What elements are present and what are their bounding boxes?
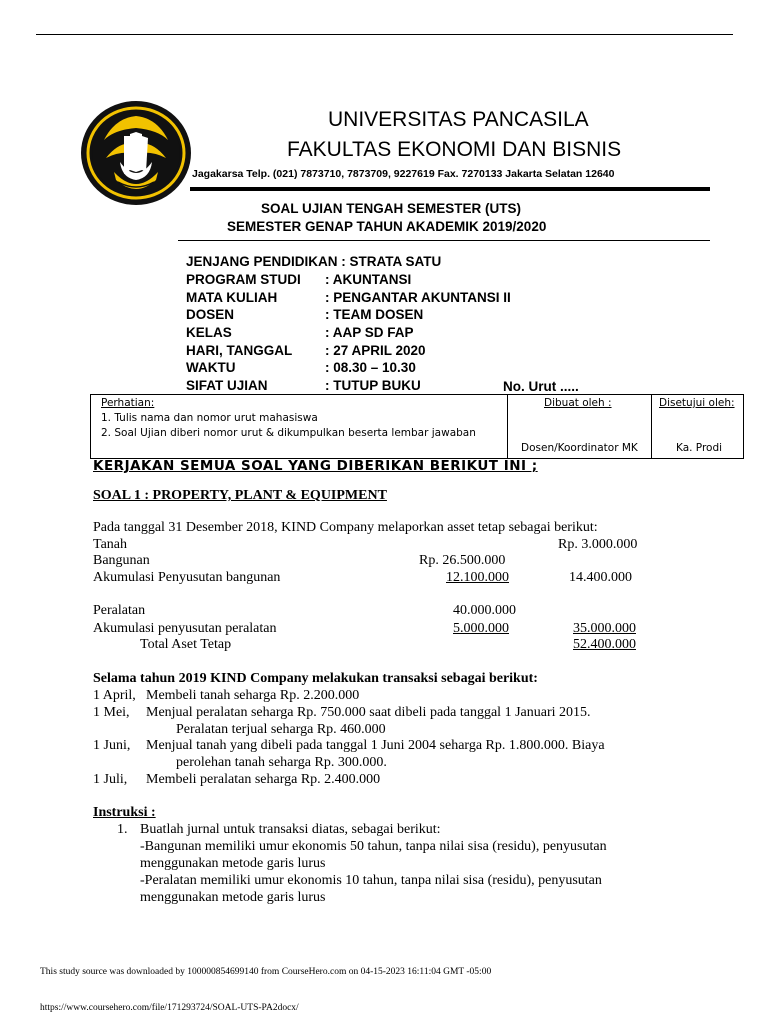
notice-box [90, 394, 744, 459]
transaction-date-2: 1 Mei, [93, 705, 130, 720]
top-rule [36, 34, 733, 35]
transaction-text-3: Menjual tanah yang dibeli pada tanggal 1 Juni 2004 seharga Rp. 1.800.000. Biaya [146, 738, 605, 753]
instruksi-line-2: -Bangunan memiliki umur ekonomis 50 tahun, tanpa nilai sisa (residu), penyusutan [140, 839, 607, 854]
notice-heading: Perhatian: [101, 397, 155, 409]
transaction-cont-3: perolehan tanah seharga Rp. 300.000. [176, 755, 387, 770]
asset-bangunan-label: Bangunan [93, 553, 150, 568]
asset-peralatan-value: 40.000.000 [453, 603, 516, 618]
asset-tanah-label: Tanah [93, 537, 128, 552]
info-label-program-studi: PROGRAM STUDI [186, 272, 301, 287]
info-label-waktu: WAKTU [186, 360, 236, 375]
notice-divider-2 [651, 395, 652, 458]
transaction-text-1: Membeli tanah seharga Rp. 2.200.000 [146, 688, 360, 703]
asset-bangunan-value: Rp. 26.500.000 [419, 553, 506, 568]
transaction-date-1: 1 April, [93, 688, 136, 703]
exam-title-2: SEMESTER GENAP TAHUN AKADEMIK 2019/2020 [227, 219, 547, 234]
instruksi-line-5: menggunakan metode garis lurus [140, 890, 326, 905]
dibuat-role: Dosen/Koordinator MK [521, 442, 638, 454]
title-rule [178, 240, 710, 241]
notice-divider-1 [507, 395, 508, 458]
transaction-cont-2: Peralatan terjual seharga Rp. 460.000 [176, 722, 386, 737]
akum-peralatan-value: 5.000.000 [453, 621, 509, 636]
info-label-kelas: KELAS [186, 325, 232, 340]
transaction-date-3: 1 Juni, [93, 738, 131, 753]
transactions-heading: Selama tahun 2019 KIND Company melakukan transaksi sebagai berikut: [93, 671, 538, 686]
university-name: UNIVERSITAS PANCASILA [328, 108, 589, 131]
instruksi-number: 1. [117, 822, 128, 837]
total-aset-value: 52.400.000 [573, 637, 636, 652]
info-value-program-studi: : AKUNTANSI [325, 272, 412, 287]
dibuat-oleh: Dibuat oleh : [544, 397, 612, 409]
disetujui-oleh: Disetujui oleh: [659, 397, 735, 409]
bangunan-net-value: 14.400.000 [569, 570, 632, 585]
notice-item-2: 2. Soal Ujian diberi nomor urut & dikumpulkan beserta lembar jawaban [101, 427, 476, 439]
instruksi-text: Buatlah jurnal untuk transaksi diatas, sebagai berikut: [140, 822, 441, 837]
soal1-title: SOAL 1 : PROPERTY, PLANT & EQUIPMENT [93, 488, 387, 503]
info-value-waktu: : 08.30 – 10.30 [325, 360, 416, 375]
main-heading: KERJAKAN SEMUA SOAL YANG DIBERIKAN BERIKUT INI ; [93, 458, 538, 474]
transaction-text-4: Membeli peralatan seharga Rp. 2.400.000 [146, 772, 381, 787]
info-value-dosen: : TEAM DOSEN [325, 307, 424, 322]
faculty-name: FAKULTAS EKONOMI DAN BISNIS [287, 138, 622, 161]
exam-title-1: SOAL UJIAN TENGAH SEMESTER (UTS) [261, 201, 522, 216]
akum-bangunan-value: 12.100.000 [446, 570, 509, 585]
jenjang-pendidikan: JENJANG PENDIDIKAN : STRATA SATU [186, 254, 442, 269]
total-aset-label: Total Aset Tetap [140, 637, 232, 652]
peralatan-net-value: 35.000.000 [573, 621, 636, 636]
instruksi-heading: Instruksi : [93, 805, 156, 820]
transaction-text-2: Menjual peralatan seharga Rp. 750.000 saat dibeli pada tanggal 1 Januari 2015. [146, 705, 591, 720]
info-value-mata-kuliah: : PENGANTAR AKUNTANSI II [325, 290, 511, 305]
download-notice: This study source was downloaded by 100000854699140 from CourseHero.com on 04-15-2023 16:11:04 GMT -05:00 [40, 967, 492, 977]
instruksi-line-3: menggunakan metode garis lurus [140, 856, 326, 871]
instruksi-line-4: -Peralatan memiliki umur ekonomis 10 tahun, tanpa nilai sisa (residu), penyusutan [140, 873, 602, 888]
disetujui-role: Ka. Prodi [676, 442, 723, 454]
asset-peralatan-label: Peralatan [93, 603, 146, 618]
no-urut: No. Urut ..... [503, 379, 579, 394]
info-label-hari-tanggal: HARI, TANGGAL [186, 343, 293, 358]
notice-item-1: 1. Tulis nama dan nomor urut mahasiswa [101, 412, 318, 424]
info-label-mata-kuliah: MATA KULIAH [186, 290, 278, 305]
info-value-hari-tanggal: : 27 APRIL 2020 [325, 343, 426, 358]
asset-tanah-value: Rp. 3.000.000 [558, 537, 638, 552]
info-label-sifat-ujian: SIFAT UJIAN [186, 378, 268, 393]
info-value-sifat-ujian: : TUTUP BUKU [325, 378, 421, 393]
akum-peralatan-label: Akumulasi penyusutan peralatan [93, 621, 277, 636]
info-label-dosen: DOSEN [186, 307, 235, 322]
akum-bangunan-label: Akumulasi Penyusutan bangunan [93, 570, 281, 585]
transaction-date-4: 1 Juli, [93, 772, 128, 787]
info-value-kelas: : AAP SD FAP [325, 325, 414, 340]
university-logo [80, 100, 192, 206]
address-line: Jagakarsa Telp. (021) 7873710, 7873709, 9227619 Fax. 7270133 Jakarta Selatan 12640 [192, 168, 615, 180]
source-url[interactable]: https://www.coursehero.com/file/171293724/SOAL-UTS-PA2docx/ [40, 1003, 299, 1013]
soal1-intro: Pada tanggal 31 Desember 2018, KIND Company melaporkan asset tetap sebagai berikut: [93, 520, 598, 535]
header-rule [190, 187, 710, 191]
